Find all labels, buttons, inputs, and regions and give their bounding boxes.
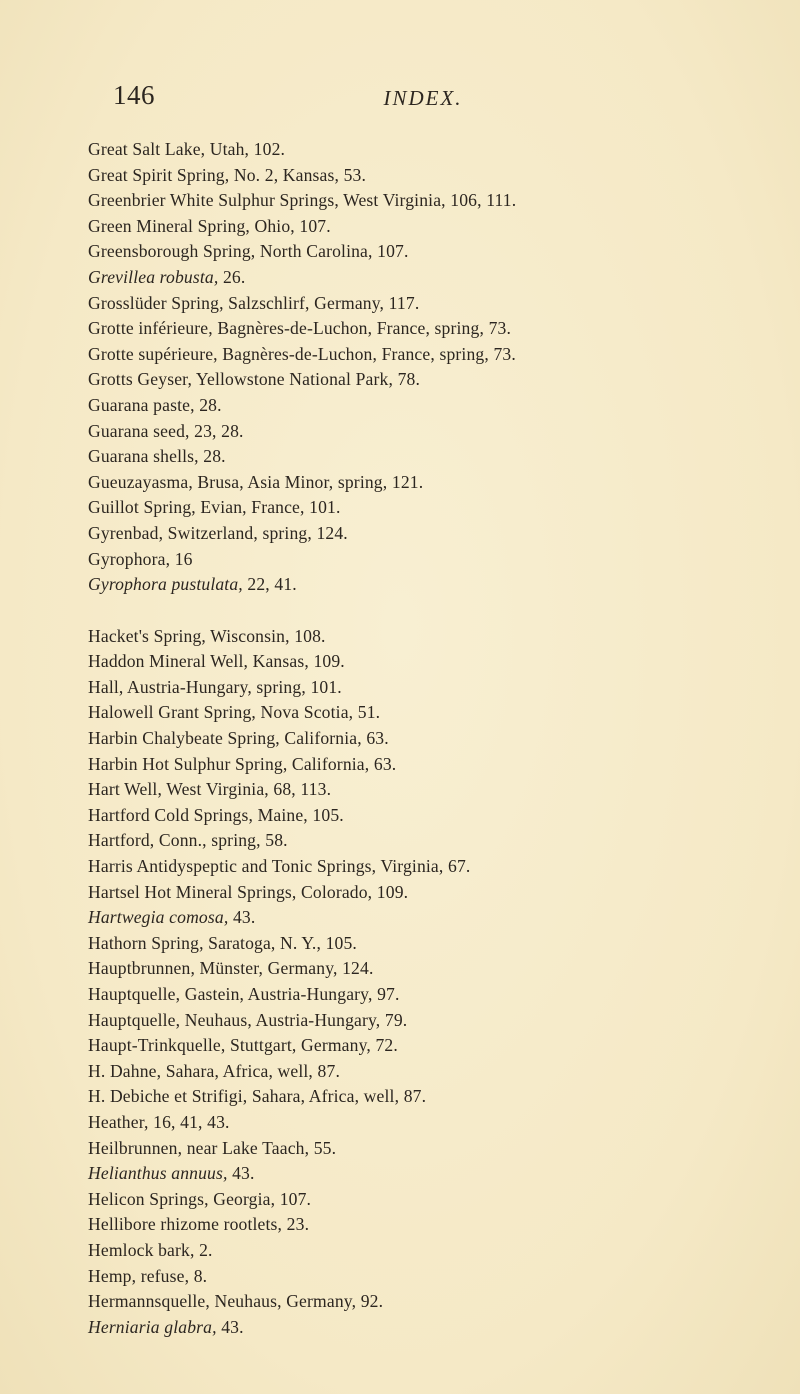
index-entry-term: Hauptbrunnen, Münster, Germany,: [88, 958, 338, 979]
index-entry: [88, 880, 778, 906]
index-entry-page-refs: 92.: [360, 1291, 384, 1312]
index-entry-term: Hauptquelle, Gastein, Austria-Hungary,: [88, 984, 373, 1004]
index-entry: [88, 777, 778, 803]
index-entry: [88, 1059, 778, 1085]
index-entry-term: Herniaria glabra,: [88, 1316, 217, 1337]
index-entry-term: Guarana paste,: [88, 394, 195, 415]
index-entry-term: Helianthus annuus,: [88, 1163, 228, 1184]
index-entry-page-refs: 107.: [299, 215, 331, 236]
index-entry-page-refs: 73.: [488, 318, 512, 339]
index-entry-term: Helicon Springs, Georgia,: [88, 1188, 276, 1209]
index-entry-page-refs: 55.: [313, 1137, 337, 1158]
index-entry-term: Haddon Mineral Well, Kansas,: [88, 651, 309, 672]
index-entry-page-refs: 28.: [199, 394, 222, 415]
index-entry: [88, 393, 778, 419]
index-entry: [88, 982, 778, 1008]
index-entry-page-refs: 107.: [377, 241, 409, 262]
index-entry-term: Hart Well, West Virginia,: [88, 779, 269, 800]
index-entry: [88, 367, 778, 393]
running-head: INDEX.: [383, 86, 463, 110]
index-entry-page-refs: 109.: [376, 881, 409, 902]
index-entry-term: H. Debiche et Strifigi, Sahara, Africa, well,: [88, 1086, 400, 1107]
index-entry: [88, 291, 778, 317]
index-entry-term: Heilbrunnen, near Lake Taach,: [88, 1137, 310, 1158]
index-entry-term: Hathorn Spring, Saratoga, N. Y.,: [88, 932, 322, 953]
index-entry-page-refs: 79.: [384, 1009, 408, 1030]
index-entry-term: Gyrophora pustulata,: [88, 574, 243, 595]
index-entry: [88, 1187, 778, 1213]
index-entry-page-refs: 53.: [343, 164, 367, 185]
index-entry-term: Hartford, Conn., spring,: [88, 830, 261, 851]
index-entry-page-refs: 2.: [199, 1239, 213, 1260]
index-entry-term: Harbin Hot Sulphur Spring, California,: [88, 753, 370, 774]
index-entry: [88, 470, 778, 496]
index-entry: [88, 803, 778, 829]
index-entry-page-refs: 68, 113.: [273, 779, 332, 800]
index-entry-page-refs: 108.: [294, 625, 326, 646]
index-entry-term: Hacket's Spring, Wisconsin,: [88, 625, 290, 646]
index-entry-term: Harris Antidyspeptic and Tonic Springs, Virginia,: [88, 856, 444, 877]
index-entry-term: Hemp, refuse,: [88, 1265, 190, 1286]
index-entry-term: Harbin Chalybeate Spring, California,: [88, 728, 362, 749]
index-entry: [88, 1136, 778, 1162]
index-entry: [88, 1212, 778, 1238]
index-entry-page-refs: 16, 41, 43.: [153, 1111, 230, 1132]
index-entry-page-refs: 63.: [366, 728, 389, 749]
index-entry-term: Grosslüder Spring, Salzschlirf, Germany,: [88, 292, 385, 313]
index-entry-term: Hartford Cold Springs, Maine,: [88, 804, 308, 825]
index-entry-term: Greensborough Spring, North Carolina,: [88, 241, 373, 262]
index-entry-term: Grotte supérieure, Bagnères-de-Luchon, France, spring,: [88, 343, 489, 364]
index-entry: [88, 675, 778, 701]
index-entry: [88, 137, 778, 163]
page-number: 146: [113, 80, 155, 110]
index-entry-page-refs: 87.: [403, 1086, 427, 1107]
index-entries: [88, 137, 778, 1340]
index-entry-page-refs: 58.: [265, 830, 288, 851]
index-entry: [88, 342, 778, 368]
index-entry-page-refs: 106, 111.: [450, 190, 517, 211]
index-entry: [88, 726, 778, 752]
index-entry-term: Hall, Austria-Hungary, spring,: [88, 676, 306, 697]
index-entry-term: Green Mineral Spring, Ohio,: [88, 215, 295, 236]
index-entry-page-refs: 72.: [375, 1035, 398, 1056]
index-entry-term: Hauptquelle, Neuhaus, Austria-Hungary,: [88, 1009, 381, 1030]
page-header: [0, 80, 800, 120]
index-entry: [88, 188, 778, 214]
index-entry-page-refs: 43.: [232, 1163, 255, 1184]
index-entry-term: Grotts Geyser, Yellowstone National Park,: [88, 369, 393, 390]
index-entry: [88, 1008, 778, 1034]
index-entry-term: Hellibore rhizome rootlets,: [88, 1214, 283, 1235]
index-entry: [88, 1161, 778, 1187]
index-entry-page-refs: 43.: [221, 1316, 244, 1337]
index-entry-term: Guillot Spring, Evian, France,: [88, 497, 305, 518]
index-entry-term: Hartsel Hot Mineral Springs, Colorado,: [88, 881, 373, 902]
index-entry-page-refs: 109.: [313, 651, 345, 672]
index-entry-page-refs: 23.: [286, 1214, 310, 1235]
index-entry: [88, 700, 778, 726]
index-entry-term: Grotte inférieure, Bagnères-de-Luchon, France, spring,: [88, 318, 484, 339]
index-entry: [88, 521, 778, 547]
index-entry-page-refs: 26.: [222, 266, 246, 287]
index-entry: [88, 547, 778, 573]
index-entry-term: Guarana seed,: [88, 420, 190, 441]
index-entry-page-refs: 117.: [388, 292, 420, 313]
index-entry: [88, 1289, 778, 1315]
index-entry-term: Gueuzayasma, Brusa, Asia Minor, spring,: [88, 471, 388, 492]
index-entry-term: H. Dahne, Sahara, Africa, well,: [88, 1060, 313, 1081]
index-entry-page-refs: 105.: [312, 804, 344, 825]
index-entry-term: Greenbrier White Sulphur Springs, West Virginia,: [88, 190, 446, 211]
index-entry: [88, 854, 778, 880]
index-entry: [88, 1033, 778, 1059]
index-entry: [88, 495, 778, 521]
index-entry-term: Guarana shells,: [88, 446, 199, 467]
index-group: [88, 137, 778, 598]
index-entry: [88, 624, 778, 650]
index-entry: [88, 572, 778, 598]
index-entry-page-refs: 121.: [391, 471, 424, 492]
index-entry: [88, 649, 778, 675]
index-entry-page-refs: 43.: [232, 907, 256, 928]
index-entry: [88, 163, 778, 189]
index-entry-page-refs: 73.: [493, 343, 516, 364]
index-entry-term: Gyrophora,: [88, 548, 171, 569]
index-entry: [88, 1315, 778, 1341]
index-entry: [88, 752, 778, 778]
index-group: [88, 624, 778, 1341]
index-entry: [88, 444, 778, 470]
index-entry: [88, 1110, 778, 1136]
index-entry-page-refs: 8.: [193, 1265, 208, 1286]
index-entry-page-refs: 107.: [279, 1188, 312, 1209]
index-entry: [88, 1084, 778, 1110]
index-entry: [88, 1264, 778, 1290]
index-entry-term: Hartwegia comosa,: [88, 907, 229, 928]
index-entry: [88, 419, 778, 445]
index-entry-page-refs: 101.: [310, 676, 342, 697]
index-entry: [88, 265, 778, 291]
index-entry-page-refs: 78.: [397, 369, 421, 390]
index-entry-term: Heather,: [88, 1111, 149, 1132]
index-entry-page-refs: 124.: [316, 522, 348, 543]
index-entry-term: Hermannsquelle, Neuhaus, Germany,: [88, 1291, 357, 1312]
index-entry: [88, 239, 778, 265]
index-entry: [88, 316, 778, 342]
index-entry-page-refs: 87.: [317, 1060, 340, 1081]
index-entry-page-refs: 101.: [309, 497, 341, 518]
index-entry-page-refs: 102.: [253, 139, 286, 159]
index-entry: [88, 1238, 778, 1264]
index-entry-page-refs: 22, 41.: [247, 574, 297, 595]
index-entry-page-refs: 67.: [448, 856, 471, 877]
index-entry-term: Great Spirit Spring, No. 2, Kansas,: [88, 164, 340, 185]
index-entry-page-refs: 124.: [342, 958, 374, 979]
index-entry-page-refs: 28.: [203, 446, 226, 467]
index-entry: [88, 931, 778, 957]
index-entry-term: Great Salt Lake, Utah,: [88, 139, 250, 159]
index-entry-page-refs: 63.: [373, 753, 397, 774]
index-entry-page-refs: 105.: [325, 932, 357, 953]
index-entry-page-refs: 51.: [357, 702, 381, 723]
index-entry: [88, 905, 778, 931]
index-entry: [88, 828, 778, 854]
index-entry: [88, 956, 778, 982]
index-entry-page-refs: 97.: [377, 984, 400, 1004]
index-entry-term: Grevillea robusta,: [88, 266, 219, 287]
index-entry-page-refs: 16: [174, 548, 193, 569]
index-entry-term: Halowell Grant Spring, Nova Scotia,: [88, 702, 354, 723]
index-entry-term: Gyrenbad, Switzerland, spring,: [88, 522, 312, 543]
index-entry-term: Haupt-Trinkquelle, Stuttgart, Germany,: [88, 1035, 371, 1056]
index-entry-page-refs: 23, 28.: [194, 420, 244, 441]
index-entry-term: Hemlock bark,: [88, 1239, 195, 1260]
index-entry: [88, 214, 778, 240]
